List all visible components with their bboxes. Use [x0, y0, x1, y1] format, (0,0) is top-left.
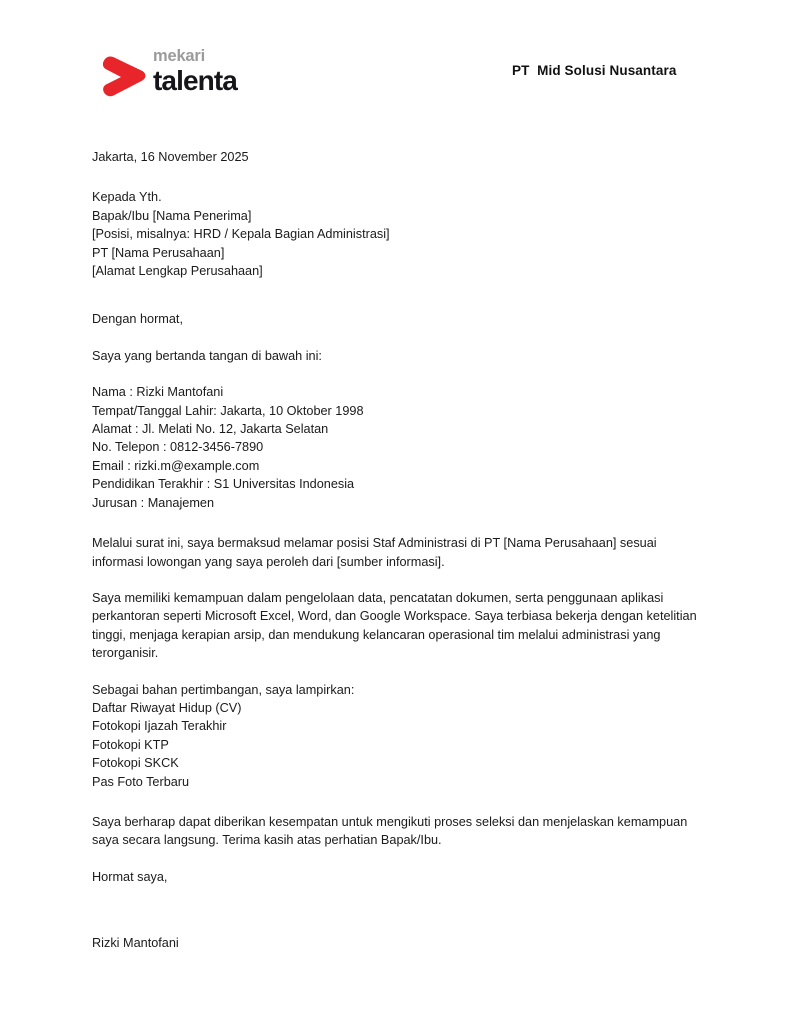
recipient-position: [Posisi, misalnya: HRD / Kepala Bagian Administrasi] — [92, 227, 390, 242]
company-name: PT Mid Solusi Nusantara — [512, 63, 677, 78]
recipient-address: [Alamat Lengkap Perusahaan] — [92, 264, 263, 279]
recipient-company: PT [Nama Perusahaan] — [92, 245, 225, 260]
spacer — [92, 571, 704, 589]
spacer — [92, 280, 704, 310]
spacer — [92, 166, 704, 188]
personal-data-block — [92, 383, 704, 512]
intro-line: Saya yang bertanda tangan di bawah ini: — [92, 348, 322, 363]
spacer — [92, 512, 704, 534]
mekari-talenta-logo — [101, 48, 237, 98]
paragraph-closing: Saya berharap dapat diberikan kesempatan untuk mengikuti proses seleksi dan menjelaskan kemampuan saya secara langsung. Terima kasih atas perhatian Bapak/Ibu. — [92, 814, 688, 848]
personal-data-row: No. Telepon : 0812-3456-7890 — [92, 440, 264, 455]
personal-data-row: Nama : Rizki Mantofani — [92, 385, 224, 400]
mekari-arrow-icon — [101, 54, 147, 98]
spacer — [92, 663, 704, 681]
spacer — [92, 850, 704, 868]
attachment-item: Fotokopi SKCK — [92, 756, 179, 771]
sign-off: Hormat saya, — [92, 869, 168, 884]
attachments-block — [92, 681, 704, 791]
signature-name: Rizki Mantofani — [92, 936, 179, 951]
attachment-item: Fotokopi Ijazah Terakhir — [92, 719, 227, 734]
letter-body — [92, 148, 704, 953]
paragraph-skills: Saya memiliki kemampuan dalam pengelolaan data, pencatatan dokumen, serta penggunaan aplikasi perkantoran seperti Microsoft Excel, Word, dan Google Workspace. Saya terbiasa bekerja dengan ketelitian tinggi, menjaga kerapian arsip, dan mendukung kelancaran operasional tim melalui administrasi yang terorganisir. — [92, 590, 697, 661]
signature-space — [92, 886, 704, 934]
personal-data-row: Jurusan : Manajemen — [92, 495, 215, 510]
logo-talenta-text: talenta — [153, 64, 237, 96]
attachment-item: Daftar Riwayat Hidup (CV) — [92, 700, 242, 715]
attachment-item: Fotokopi KTP — [92, 737, 169, 752]
personal-data-row: Alamat : Jl. Melati No. 12, Jakarta Selatan — [92, 422, 329, 437]
recipient-block — [92, 188, 704, 280]
personal-data-row: Pendidikan Terakhir : S1 Universitas Indonesia — [92, 477, 355, 492]
attachments-heading: Sebagai bahan pertimbangan, saya lampirkan: — [92, 682, 355, 697]
logo-mekari-text: mekari — [153, 47, 206, 65]
greeting: Dengan hormat, — [92, 312, 183, 327]
recipient-name: Bapak/Ibu [Nama Penerima] — [92, 208, 252, 223]
recipient-salutation: Kepada Yth. — [92, 190, 162, 205]
paragraph-purpose: Melalui surat ini, saya bermaksud melamar posisi Staf Administrasi di PT [Nama Perusahaan] sesuai informasi lowongan yang saya peroleh dari [sumber informasi]. — [92, 536, 657, 569]
place-and-date: Jakarta, 16 November 2025 — [92, 150, 249, 164]
attachment-item: Pas Foto Terbaru — [92, 774, 190, 789]
spacer — [92, 365, 704, 383]
spacer — [92, 329, 704, 347]
personal-data-row: Tempat/Tanggal Lahir: Jakarta, 10 Oktober 1998 — [92, 403, 364, 418]
personal-data-row: Email : rizki.m@example.com — [92, 458, 260, 473]
spacer — [92, 791, 704, 813]
letter-header — [0, 0, 791, 128]
